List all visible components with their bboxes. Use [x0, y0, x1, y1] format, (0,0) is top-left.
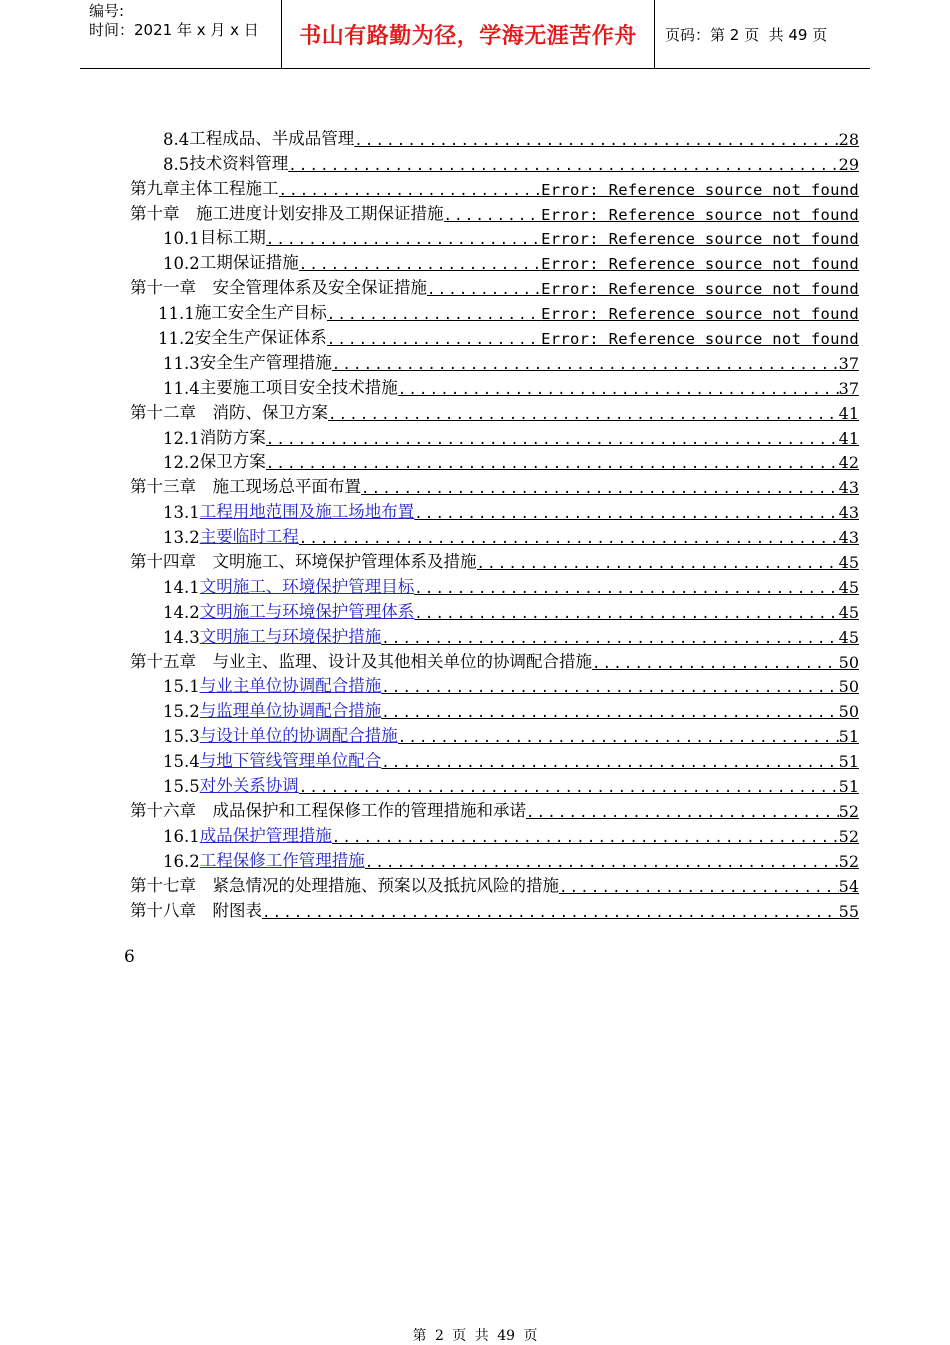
number-label: 编号:: [89, 2, 125, 20]
toc-entry-title: 文明施工、环境保护管理体系及措施: [196, 552, 477, 572]
toc-entry[interactable]: [130, 871, 859, 896]
toc-entry[interactable]: [130, 199, 859, 224]
toc-entry-page: 41: [838, 428, 859, 448]
toc-entry[interactable]: [130, 522, 859, 547]
toc-leader-dots: [365, 855, 839, 871]
toc-entry-number: 第十一章: [130, 278, 196, 298]
toc-entry[interactable]: [130, 771, 859, 796]
toc-leader-dots: [266, 432, 839, 448]
toc-entry[interactable]: [130, 597, 859, 622]
toc-leader-dots: [477, 556, 839, 572]
toc-leader-dots: [381, 680, 838, 696]
toc-entry-number: 第九章: [130, 178, 180, 198]
toc-entry[interactable]: [130, 348, 859, 373]
toc-leader-dots: [262, 905, 839, 921]
toc-entry-link[interactable]: 与地下管线管理单位配合: [199, 751, 382, 771]
toc-entry-error: Error: Reference source not found: [541, 205, 859, 224]
toc-entry[interactable]: [130, 696, 859, 721]
toc-entry[interactable]: [130, 448, 859, 473]
toc-entry-number: 第十二章: [130, 402, 196, 422]
toc-leader-dots: [328, 407, 839, 423]
toc-entry[interactable]: [130, 224, 859, 249]
toc-leader-dots: [288, 158, 838, 174]
header-info: [80, 0, 281, 68]
toc-leader-dots: [299, 531, 839, 547]
toc-entry-number: 15.2: [163, 702, 200, 722]
toc-entry-page: 41: [838, 403, 859, 423]
toc-entry-page: 52: [838, 801, 859, 821]
toc-entry-title: 施工现场总平面布置: [196, 477, 361, 497]
toc-leader-dots: [279, 183, 542, 199]
toc-entry-number: 14.3: [163, 627, 200, 647]
toc-entry[interactable]: [130, 373, 859, 398]
toc-entry[interactable]: [130, 273, 859, 298]
toc-entry-link[interactable]: 主要临时工程: [199, 527, 299, 547]
toc-entry-page: 29: [838, 154, 859, 174]
toc-entry-link[interactable]: 工程用地范围及施工场地布置: [199, 502, 415, 522]
toc-entry-number: 11.3: [163, 353, 200, 373]
toc-leader-dots: [266, 456, 839, 472]
toc-entry[interactable]: [130, 846, 859, 871]
toc-entry-error: Error: Reference source not found: [541, 180, 859, 199]
toc-entry-number: 8.5: [163, 154, 190, 174]
toc-entry-title: 附图表: [196, 900, 262, 920]
toc-entry-number: 第十三章: [130, 477, 196, 497]
standalone-number: 6: [124, 947, 135, 967]
toc-entry-page: 50: [838, 702, 859, 722]
toc-entry-number: 15.1: [163, 677, 200, 697]
toc-leader-dots: [414, 506, 838, 522]
toc-leader-dots: [361, 481, 839, 497]
toc-entry-title: 与业主、监理、设计及其他相关单位的协调配合措施: [196, 651, 592, 671]
toc-entry[interactable]: [130, 672, 859, 697]
time-label: 时间：2021 年 x 月 x 日: [89, 21, 259, 39]
toc-entry-link[interactable]: 与业主单位协调配合措施: [199, 676, 382, 696]
toc-entry-page: 43: [838, 503, 859, 523]
toc-entry-page: 37: [838, 353, 859, 373]
toc-entry-number: 10.1: [163, 229, 200, 249]
toc-entry[interactable]: [130, 248, 859, 273]
toc-entry-page: 43: [838, 528, 859, 548]
toc-entry-page: 45: [838, 627, 859, 647]
toc-entry-number: 第十章: [130, 203, 180, 223]
toc-leader-dots: [592, 656, 839, 672]
toc-entry[interactable]: [130, 721, 859, 746]
toc-entry-number: 13.2: [163, 528, 200, 548]
toc-entry[interactable]: [130, 746, 859, 771]
toc-entry-number: 第十四章: [130, 552, 196, 572]
toc-leader-dots: [427, 282, 541, 298]
toc-entry-error: Error: Reference source not found: [541, 305, 859, 324]
toc-entry-number: 15.5: [163, 777, 200, 797]
toc-leader-dots: [332, 357, 839, 373]
toc-entry-number: 14.1: [163, 577, 200, 597]
toc-entry-title: 技术资料管理: [189, 153, 289, 173]
toc-entry-title: 安全管理体系及安全保证措施: [196, 278, 427, 298]
toc-entry-title: 消防方案: [199, 427, 266, 447]
toc-leader-dots: [381, 705, 838, 721]
toc-entry-number: 第十五章: [130, 651, 196, 671]
toc-entry-title: 主要施工项目安全技术措施: [199, 377, 398, 397]
toc-leader-dots: [299, 780, 839, 796]
toc-entry-title: 施工安全生产目标: [194, 303, 327, 323]
toc-entry[interactable]: [130, 497, 859, 522]
toc-entry-page: 45: [838, 553, 859, 573]
toc-entry-link[interactable]: 对外关系协调: [199, 776, 299, 796]
toc-entry-link[interactable]: 文明施工与环境保护措施: [199, 626, 382, 646]
toc-entry-number: 11.4: [163, 378, 200, 398]
toc-entry-title: 保卫方案: [199, 452, 266, 472]
header-motto: 书山有路勤为径，学海无涯苦作舟: [281, 0, 655, 68]
toc-leader-dots: [526, 805, 839, 821]
toc-entry-page: 43: [838, 478, 859, 498]
toc-entry-number: 15.3: [163, 727, 200, 747]
toc-entry-number: 13.1: [163, 503, 200, 523]
toc-entry[interactable]: [130, 821, 859, 846]
toc-entry-number: 12.2: [163, 453, 200, 473]
toc-entry-page: 51: [838, 752, 859, 772]
toc-entry-title: 工程成品、半成品管理: [189, 128, 355, 148]
toc-entry-error: Error: Reference source not found: [541, 280, 859, 299]
toc-entry-title: 紧急情况的处理措施、预案以及抵抗风险的措施: [196, 875, 559, 895]
toc-leader-dots: [414, 606, 838, 622]
toc-entry-page: 55: [838, 901, 859, 921]
toc-entry-title: 消防、保卫方案: [196, 402, 328, 422]
toc-entry-number: 第十六章: [130, 800, 196, 820]
toc-entry-number: 第十八章: [130, 900, 196, 920]
toc-entry-page: 45: [838, 602, 859, 622]
toc-leader-dots: [332, 830, 839, 846]
toc-entry[interactable]: [130, 647, 859, 672]
toc-entry-page: 51: [838, 727, 859, 747]
toc-entry[interactable]: [130, 423, 859, 448]
toc-entry-link[interactable]: 工程保修工作管理措施: [199, 850, 365, 870]
toc-leader-dots: [444, 208, 542, 224]
toc-entry-error: Error: Reference source not found: [541, 330, 859, 349]
toc-leader-dots: [354, 133, 838, 149]
toc-leader-dots: [414, 581, 838, 597]
toc-entry-number: 14.2: [163, 602, 200, 622]
toc-leader-dots: [398, 382, 839, 398]
toc-entry-title: 安全生产管理措施: [199, 352, 332, 372]
toc-leader-dots: [381, 631, 838, 647]
header-page-label: 页码：第 2 页 共 49 页: [665, 25, 828, 44]
toc-entry-number: 16.2: [163, 851, 200, 871]
toc-entry-number: 11.2: [158, 329, 195, 349]
toc-entry-link[interactable]: 成品保护管理措施: [199, 825, 332, 845]
toc-entry[interactable]: [130, 796, 859, 821]
page-header: [80, 0, 870, 69]
toc-entry-link[interactable]: 与设计单位的协调配合措施: [199, 726, 398, 746]
toc-entry[interactable]: [130, 174, 859, 199]
toc-leader-dots: [381, 755, 838, 771]
toc-entry-title: 施工进度计划安排及工期保证措施: [179, 203, 444, 223]
toc-entry-number: 10.2: [163, 254, 200, 274]
toc-leader-dots: [559, 880, 839, 896]
toc-entry-page: 50: [838, 652, 859, 672]
toc-entry-number: 8.4: [163, 129, 190, 149]
table-of-contents: [130, 124, 859, 921]
toc-leader-dots: [266, 232, 541, 248]
toc-entry[interactable]: [130, 124, 859, 149]
toc-entry[interactable]: [130, 896, 859, 921]
toc-entry-number: 16.1: [163, 826, 200, 846]
toc-leader-dots: [398, 730, 839, 746]
toc-entry-link[interactable]: 与监理单位协调配合措施: [199, 701, 382, 721]
toc-entry-number: 12.1: [163, 428, 200, 448]
toc-entry-page: 37: [838, 378, 859, 398]
toc-entry-page: 28: [838, 129, 859, 149]
toc-entry[interactable]: [130, 472, 859, 497]
toc-leader-dots: [327, 332, 541, 348]
toc-entry[interactable]: [130, 398, 859, 423]
toc-entry-link[interactable]: 文明施工与环境保护管理体系: [199, 601, 415, 621]
toc-entry-title: 安全生产保证体系: [194, 328, 327, 348]
toc-entry-page: 45: [838, 577, 859, 597]
toc-entry-page: 51: [838, 777, 859, 797]
toc-entry[interactable]: [130, 572, 859, 597]
toc-entry-error: Error: Reference source not found: [541, 255, 859, 274]
toc-entry-page: 42: [838, 453, 859, 473]
toc-entry[interactable]: [130, 547, 859, 572]
toc-entry-page: 50: [838, 677, 859, 697]
toc-entry-title: 工期保证措施: [199, 253, 299, 273]
toc-leader-dots: [327, 307, 541, 323]
toc-entry-number: 11.1: [158, 304, 195, 324]
toc-entry-error: Error: Reference source not found: [541, 230, 859, 249]
toc-entry-title: 主体工程施工: [179, 178, 279, 198]
toc-entry[interactable]: [130, 149, 859, 174]
toc-entry[interactable]: [130, 298, 859, 323]
toc-leader-dots: [299, 257, 541, 273]
page-footer: 第 2 页 共 49 页: [412, 1328, 538, 1344]
toc-entry-number: 15.4: [163, 752, 200, 772]
toc-entry-page: 54: [838, 876, 859, 896]
toc-entry[interactable]: [130, 622, 859, 647]
toc-entry-link[interactable]: 文明施工、环境保护管理目标: [199, 576, 415, 596]
toc-entry-title: 成品保护和工程保修工作的管理措施和承诺: [196, 800, 526, 820]
toc-entry-title: 目标工期: [199, 228, 266, 248]
toc-entry[interactable]: [130, 323, 859, 348]
toc-entry-page: 52: [838, 826, 859, 846]
toc-entry-page: 52: [838, 851, 859, 871]
toc-entry-number: 第十七章: [130, 875, 196, 895]
